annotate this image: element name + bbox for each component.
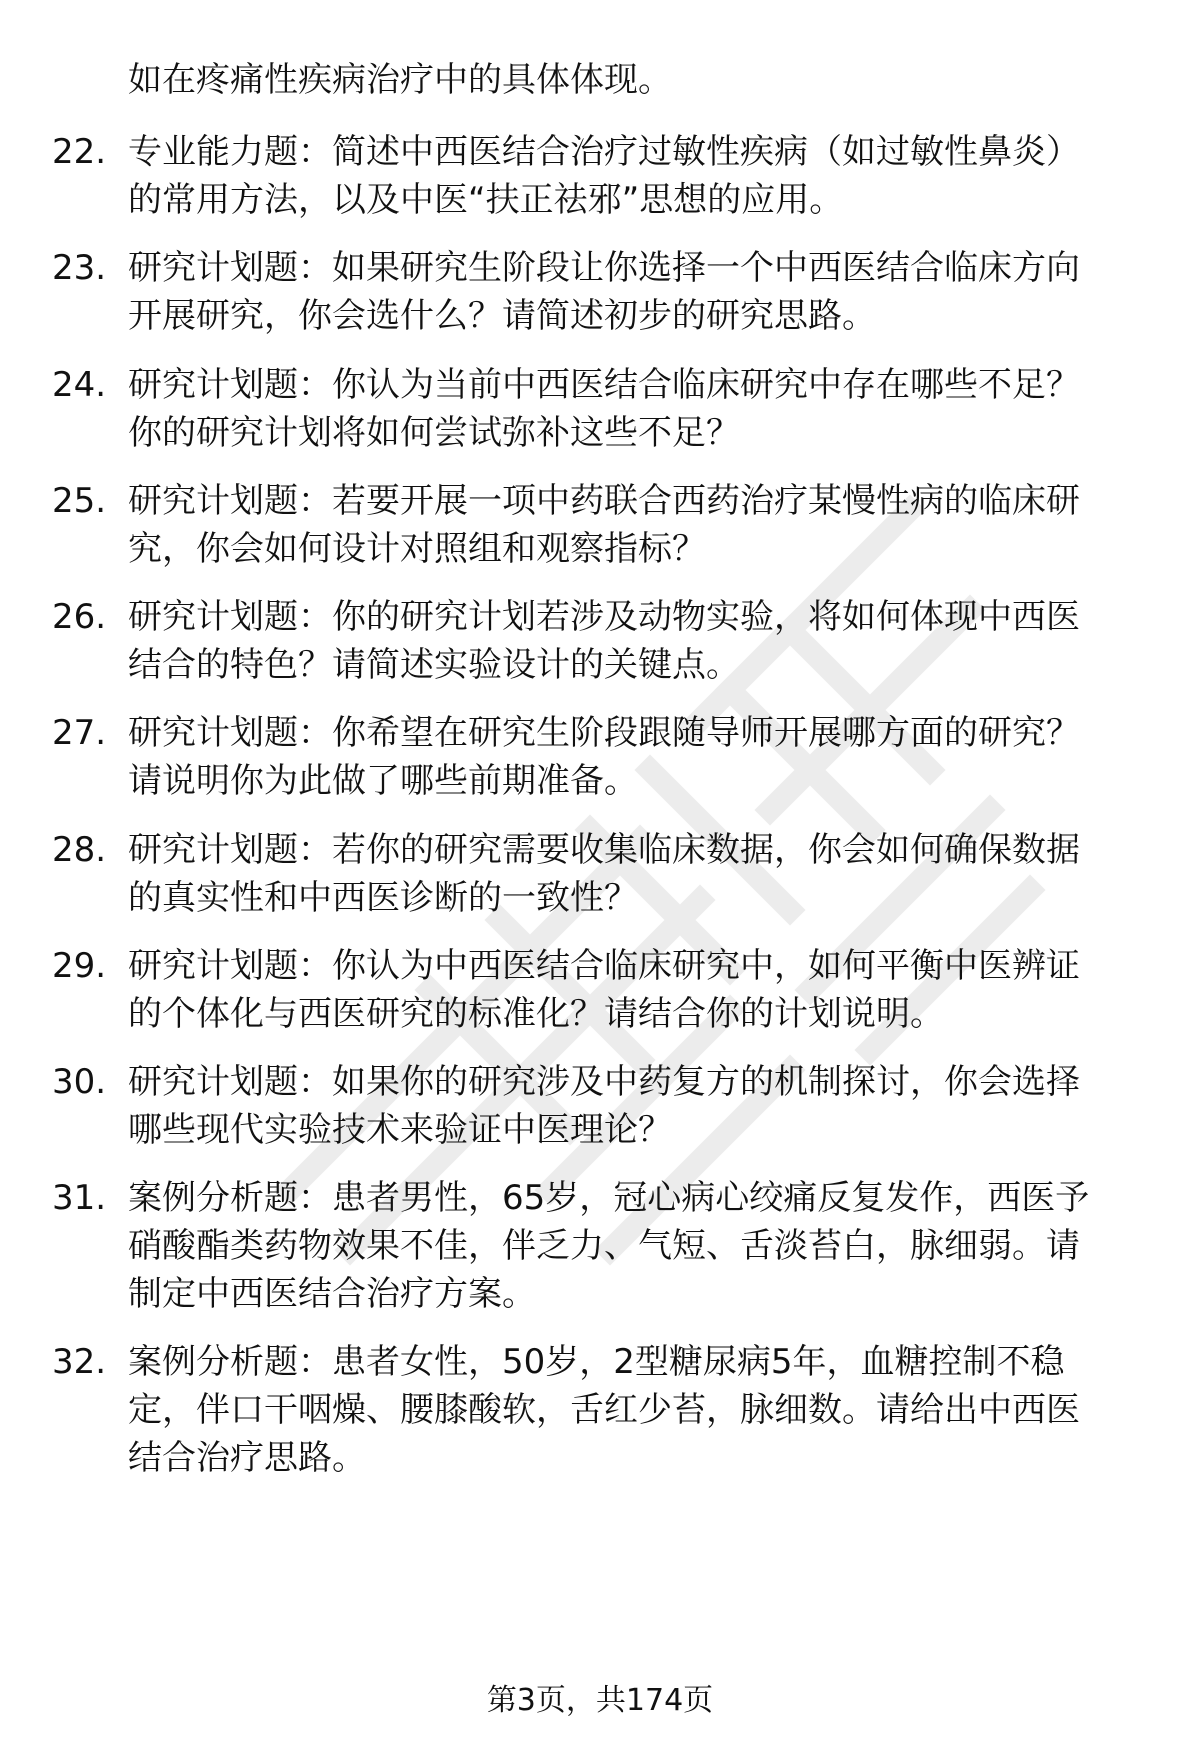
question-number: 23. (52, 248, 107, 288)
continuation-text: 如在疼痛性疾病治疗中的具体体现。 (128, 60, 672, 100)
question-number: 25. (52, 481, 107, 521)
question-number: 28. (52, 830, 107, 870)
question-number: 26. (52, 597, 107, 637)
question-text-line: 哪些现代实验技术来验证中医理论？ (128, 1110, 672, 1150)
question-number: 27. (52, 713, 107, 753)
page-footer: 第3页，共174页 (486, 1683, 714, 1718)
question-text-line: 案例分析题：患者男性，65岁，冠心病心绞痛反复发作，西医予 (128, 1178, 1090, 1218)
question-text-line: 研究计划题：你认为中西医结合临床研究中，如何平衡中医辨证 (128, 946, 1080, 986)
question-number: 30. (52, 1062, 107, 1102)
question-text-line: 的常用方法，以及中医“扶正祛邪”思想的应用。 (128, 180, 844, 220)
question-text-line: 的个体化与西医研究的标准化？请结合你的计划说明。 (128, 994, 944, 1034)
question-number: 22. (52, 132, 107, 172)
question-text-line: 你的研究计划将如何尝试弥补这些不足？ (128, 413, 740, 453)
question-text-line: 定，伴口干咽燥、腰膝酸软，舌红少苔，脉细数。请给出中西医 (128, 1390, 1080, 1430)
question-text-line: 专业能力题：简述中西医结合治疗过敏性疾病（如过敏性鼻炎） (128, 132, 1080, 172)
question-text-line: 制定中西医结合治疗方案。 (128, 1274, 536, 1314)
question-number: 32. (52, 1342, 107, 1382)
question-text-line: 结合治疗思路。 (128, 1438, 366, 1478)
question-text-line: 请说明你为此做了哪些前期准备。 (128, 761, 638, 801)
question-number: 31. (52, 1178, 107, 1218)
question-text-line: 研究计划题：你认为当前中西医结合临床研究中存在哪些不足？ (128, 365, 1080, 405)
question-text-line: 的真实性和中西医诊断的一致性？ (128, 878, 638, 918)
question-text-line: 开展研究，你会选什么？请简述初步的研究思路。 (128, 296, 876, 336)
question-text-line: 研究计划题：如果研究生阶段让你选择一个中西医结合临床方向 (128, 248, 1080, 288)
question-number: 29. (52, 946, 107, 986)
question-text-line: 研究计划题：若要开展一项中药联合西药治疗某慢性病的临床研 (128, 481, 1080, 521)
question-text-line: 研究计划题：你希望在研究生阶段跟随导师开展哪方面的研究？ (128, 713, 1080, 753)
question-text-line: 研究计划题：如果你的研究涉及中药复方的机制探讨，你会选择 (128, 1062, 1080, 1102)
question-text-line: 案例分析题：患者女性，50岁，2型糖尿病5年，血糖控制不稳 (128, 1342, 1065, 1382)
question-number: 24. (52, 365, 107, 405)
question-text-line: 研究计划题：若你的研究需要收集临床数据，你会如何确保数据 (128, 830, 1080, 870)
question-text-line: 硝酸酯类药物效果不佳，伴乏力、气短、舌淡苔白，脉细弱。请 (128, 1226, 1080, 1266)
question-text-line: 究，你会如何设计对照组和观察指标？ (128, 529, 706, 569)
question-text-line: 结合的特色？请简述实验设计的关键点。 (128, 645, 740, 685)
question-text-line: 研究计划题：你的研究计划若涉及动物实验，将如何体现中西医 (128, 597, 1080, 637)
